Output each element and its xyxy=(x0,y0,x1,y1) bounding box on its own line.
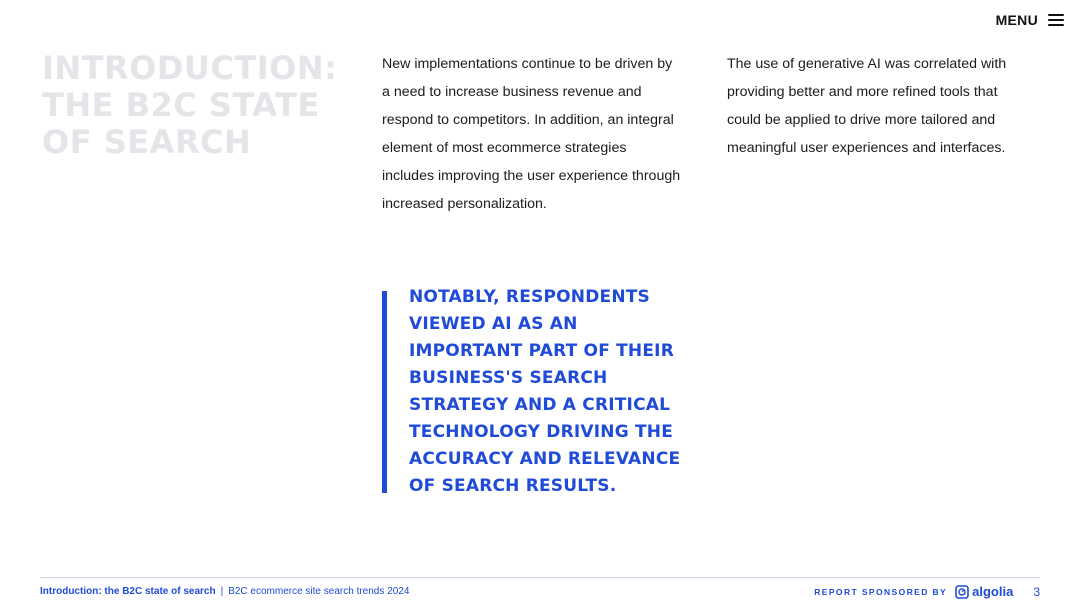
page-number: 3 xyxy=(1033,584,1040,599)
footer-divider xyxy=(40,577,1040,578)
hamburger-icon xyxy=(1048,14,1064,26)
menu-label: MENU xyxy=(995,12,1038,28)
pull-quote xyxy=(382,287,692,496)
body-column-1: New implementations continue to be driven by a need to increase business revenue and respond to competitors. In addition, an integral element of most ecommerce strategies includes improving the user experience through increased personalization. xyxy=(382,56,681,212)
footer-section-link[interactable]: Introduction: the B2C state of search xyxy=(40,586,216,597)
pull-quote-text: NOTABLY, RESPONDENTS VIEWED AI AS AN IMPORTANT PART OF THEIR BUSINESS'S SEARCH STRATEGY AND A CRITICAL TECHNOLOGY DRIVING THE ACCURACY AND RELEVANCE OF SEARCH RESULTS. xyxy=(409,287,681,496)
sponsor-label: REPORT SPONSORED BY xyxy=(814,586,948,597)
page-title: INTRODUCTION: THE B2C STATE OF SEARCH xyxy=(42,49,338,161)
algolia-wordmark: algolia xyxy=(972,584,1014,599)
menu-button[interactable] xyxy=(996,12,1064,28)
footer-separator: | xyxy=(220,586,224,597)
body-column-2: The use of generative AI was correlated with providing better and more refined tools that could be applied to drive more tailored and meaningful user experiences and interfaces. xyxy=(727,56,1007,156)
footer-report-title: B2C ecommerce site search trends 2024 xyxy=(228,586,410,597)
algolia-logo[interactable] xyxy=(955,584,1013,599)
algolia-logo-icon xyxy=(955,585,969,599)
footer-breadcrumb xyxy=(40,586,409,597)
footer-sponsor xyxy=(814,584,1040,599)
